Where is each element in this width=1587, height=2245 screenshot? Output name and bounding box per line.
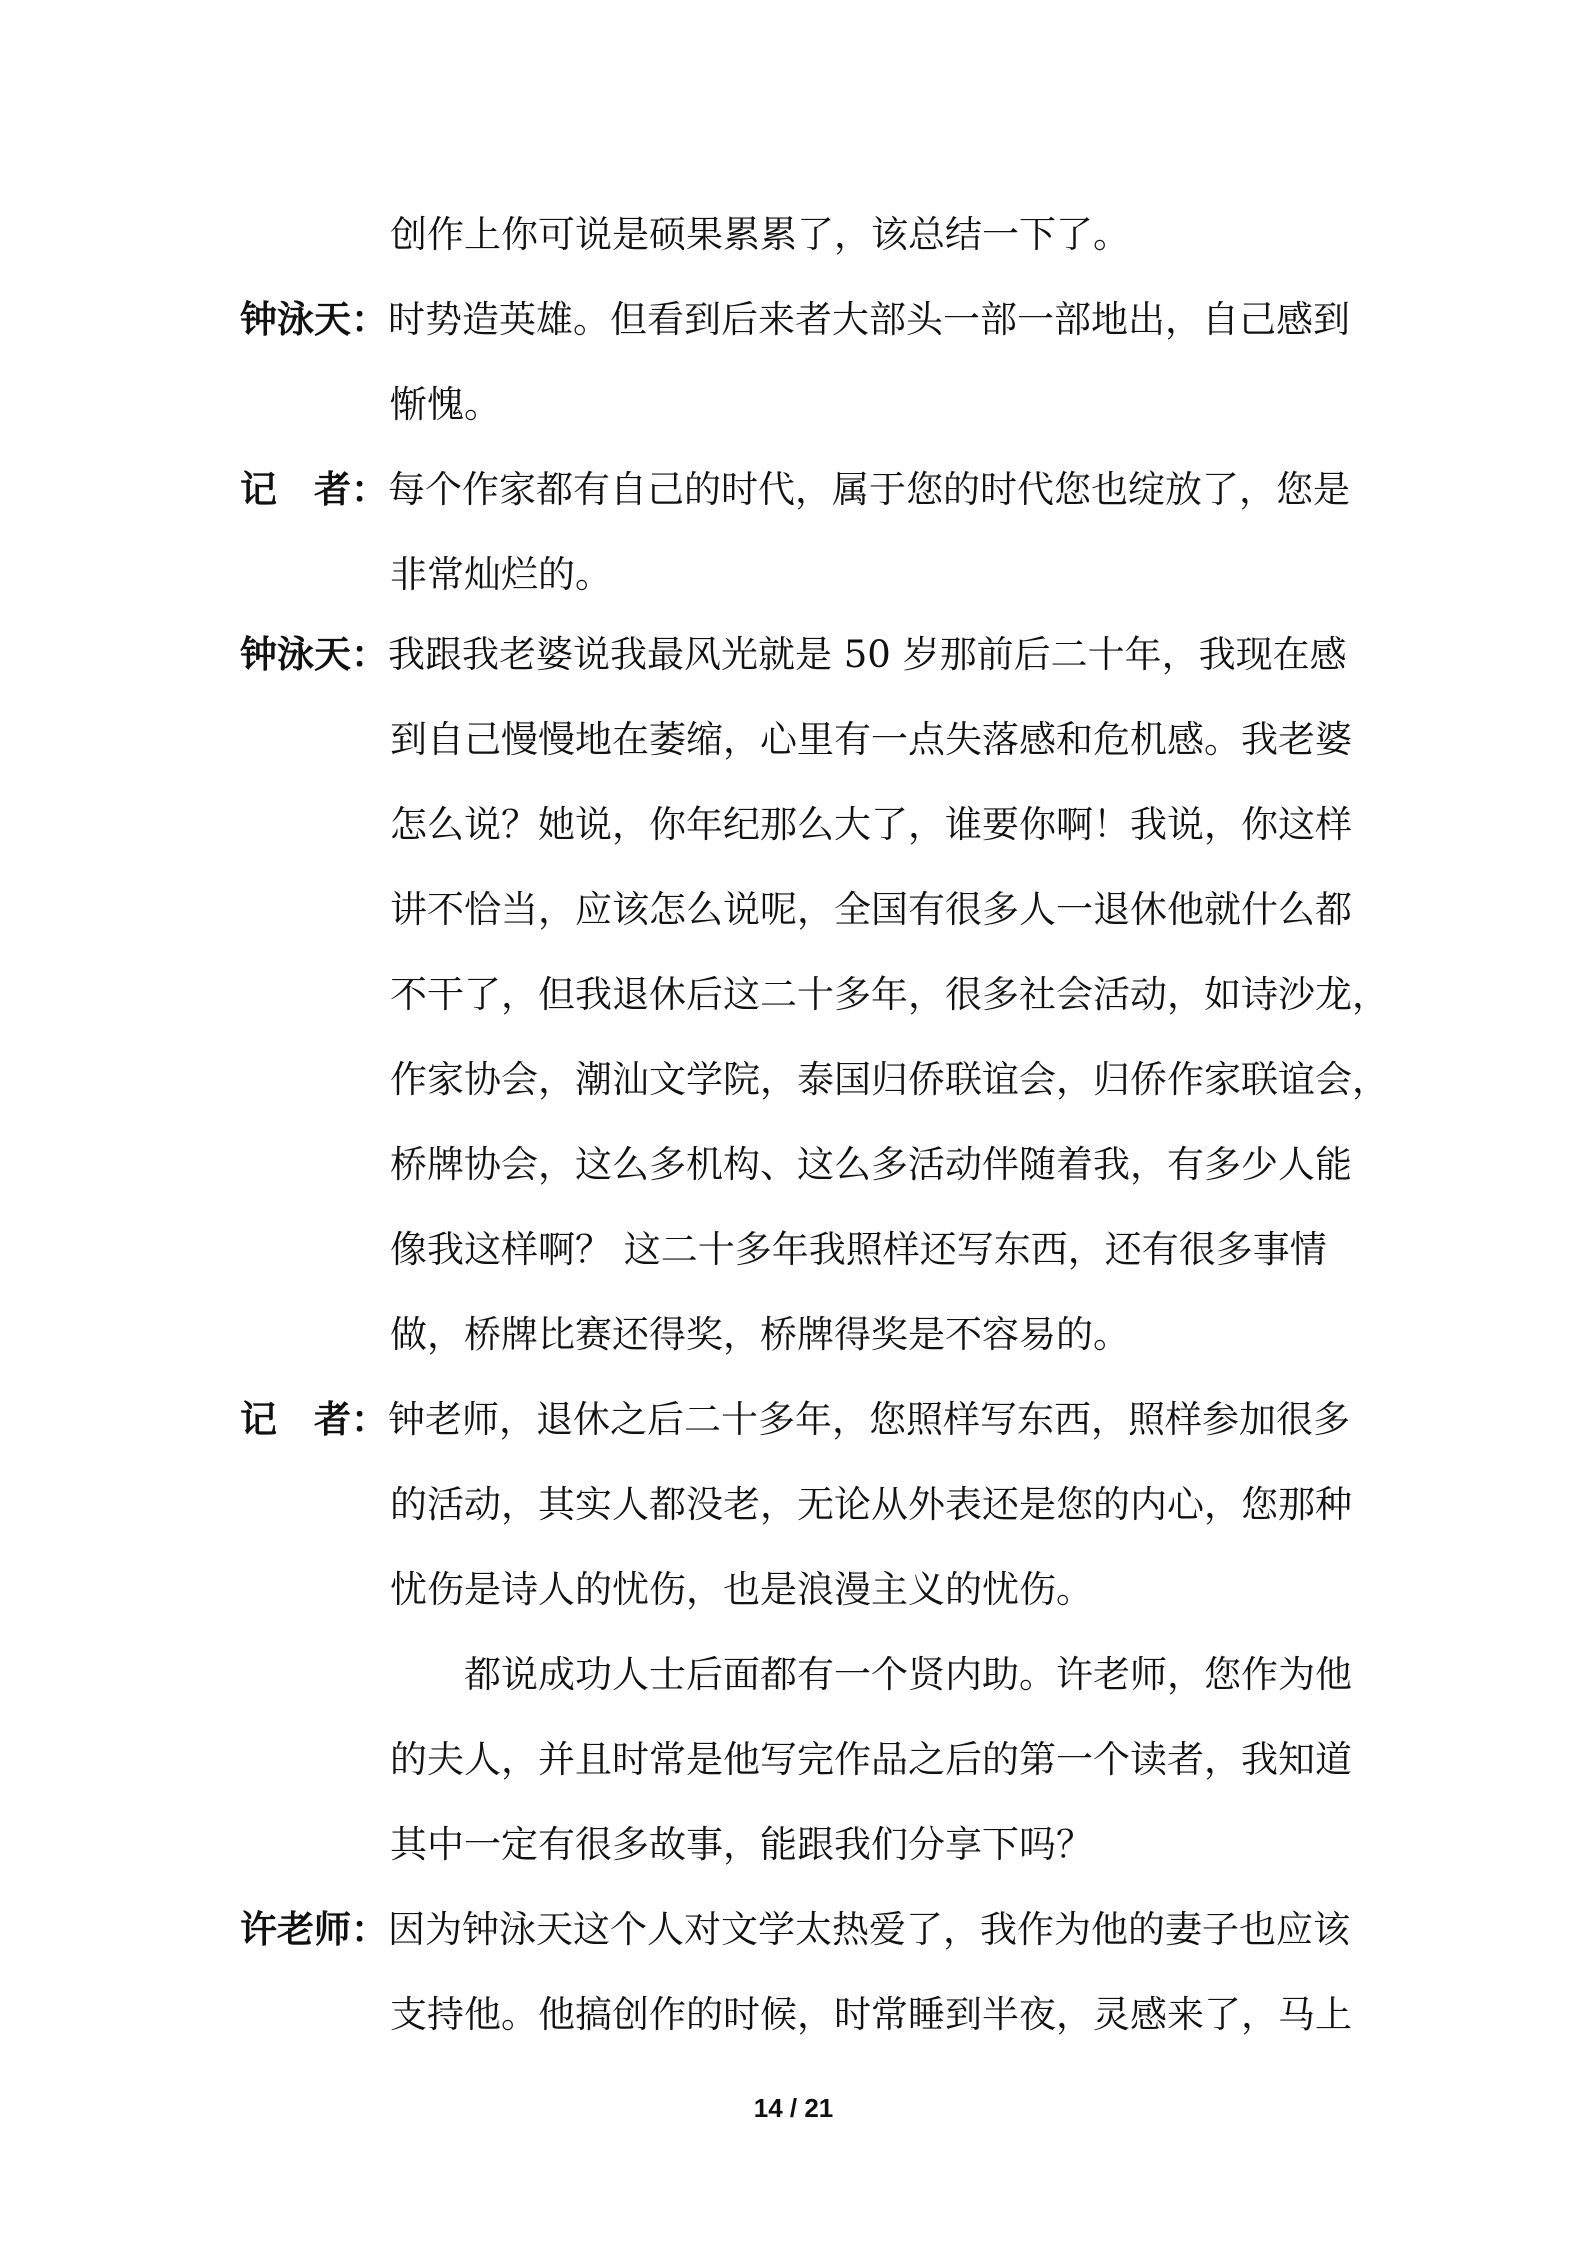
text-line <box>390 1310 1130 1360</box>
line-text: 忧伤是诗人的忧伤，也是浪漫主义的忧伤。 <box>390 1568 1093 1611</box>
line-text: 我跟我老婆说我最风光就是 50 岁那前后二十年，我现在感 <box>388 633 1347 676</box>
text-line <box>390 1565 1093 1615</box>
line-text: 钟老师，退休之后二十多年，您照样写东西，照样参加很多 <box>388 1398 1350 1441</box>
text-line <box>390 1055 1389 1105</box>
line-text: 时势造英雄。但看到后来者大部头一部一部地出，自己感到 <box>388 298 1350 341</box>
line-text: 作家协会，潮汕文学院，泰国归侨联谊会，归侨作家联谊会， <box>390 1058 1389 1101</box>
line-text: 惭愧。 <box>390 383 501 426</box>
line-text: 桥牌协会，这么多机构、这么多活动伴随着我，有多少人能 <box>390 1143 1352 1186</box>
speaker-label: 记 者： <box>240 468 388 511</box>
line-text: 到自己慢慢地在萎缩，心里有一点失落感和危机感。我老婆 <box>390 718 1352 761</box>
text-line <box>390 800 1352 850</box>
line-text: 因为钟泳天这个人对文学太热爱了，我作为他的妻子也应该 <box>388 1908 1350 1951</box>
text-line <box>240 630 1347 680</box>
text-line <box>390 715 1352 765</box>
line-text: 做，桥牌比赛还得奖，桥牌得奖是不容易的。 <box>390 1313 1130 1356</box>
text-line <box>390 1140 1352 1190</box>
text-line <box>390 1225 1327 1275</box>
line-text: 每个作家都有自己的时代，属于您的时代您也绽放了，您是 <box>388 468 1350 511</box>
text-line <box>390 1735 1352 1785</box>
speaker-label: 钟泳天： <box>240 298 388 341</box>
text-line <box>240 1395 1350 1445</box>
line-text: 怎么说？她说，你年纪那么大了，谁要你啊！我说，你这样 <box>390 803 1352 846</box>
text-line <box>390 885 1352 935</box>
line-text: 非常灿烂的。 <box>390 553 612 596</box>
text-line <box>390 550 612 600</box>
line-text: 都说成功人士后面都有一个贤内助。许老师，您作为他 <box>390 1653 1352 1696</box>
text-line <box>390 1990 1352 2040</box>
text-line <box>390 380 501 430</box>
line-text: 的活动，其实人都没老，无论从外表还是您的内心，您那种 <box>390 1483 1352 1526</box>
line-text: 不干了，但我退休后这二十多年，很多社会活动，如诗沙龙， <box>390 973 1389 1016</box>
text-line <box>390 1820 1093 1870</box>
speaker-label: 记 者： <box>240 1398 388 1441</box>
line-text: 创作上你可说是硕果累累了，该总结一下了。 <box>390 213 1130 256</box>
text-line <box>390 210 1130 260</box>
text-line <box>240 1905 1350 1955</box>
line-text: 讲不恰当，应该怎么说呢，全国有很多人一退休他就什么都 <box>390 888 1352 931</box>
text-line <box>240 465 1350 515</box>
line-text: 支持他。他搞创作的时候，时常睡到半夜，灵感来了，马上 <box>390 1993 1352 2036</box>
speaker-label: 钟泳天： <box>240 633 388 676</box>
speaker-label: 许老师： <box>240 1908 388 1951</box>
text-line <box>390 1650 1352 1700</box>
text-line <box>240 295 1350 345</box>
line-text: 像我这样啊？ 这二十多年我照样还写东西，还有很多事情 <box>390 1228 1327 1271</box>
line-text: 其中一定有很多故事，能跟我们分享下吗？ <box>390 1823 1093 1866</box>
line-text: 的夫人，并且时常是他写完作品之后的第一个读者，我知道 <box>390 1738 1352 1781</box>
text-line <box>390 970 1389 1020</box>
page-number: 14 / 21 <box>753 2093 834 2123</box>
text-line <box>390 1480 1352 1530</box>
